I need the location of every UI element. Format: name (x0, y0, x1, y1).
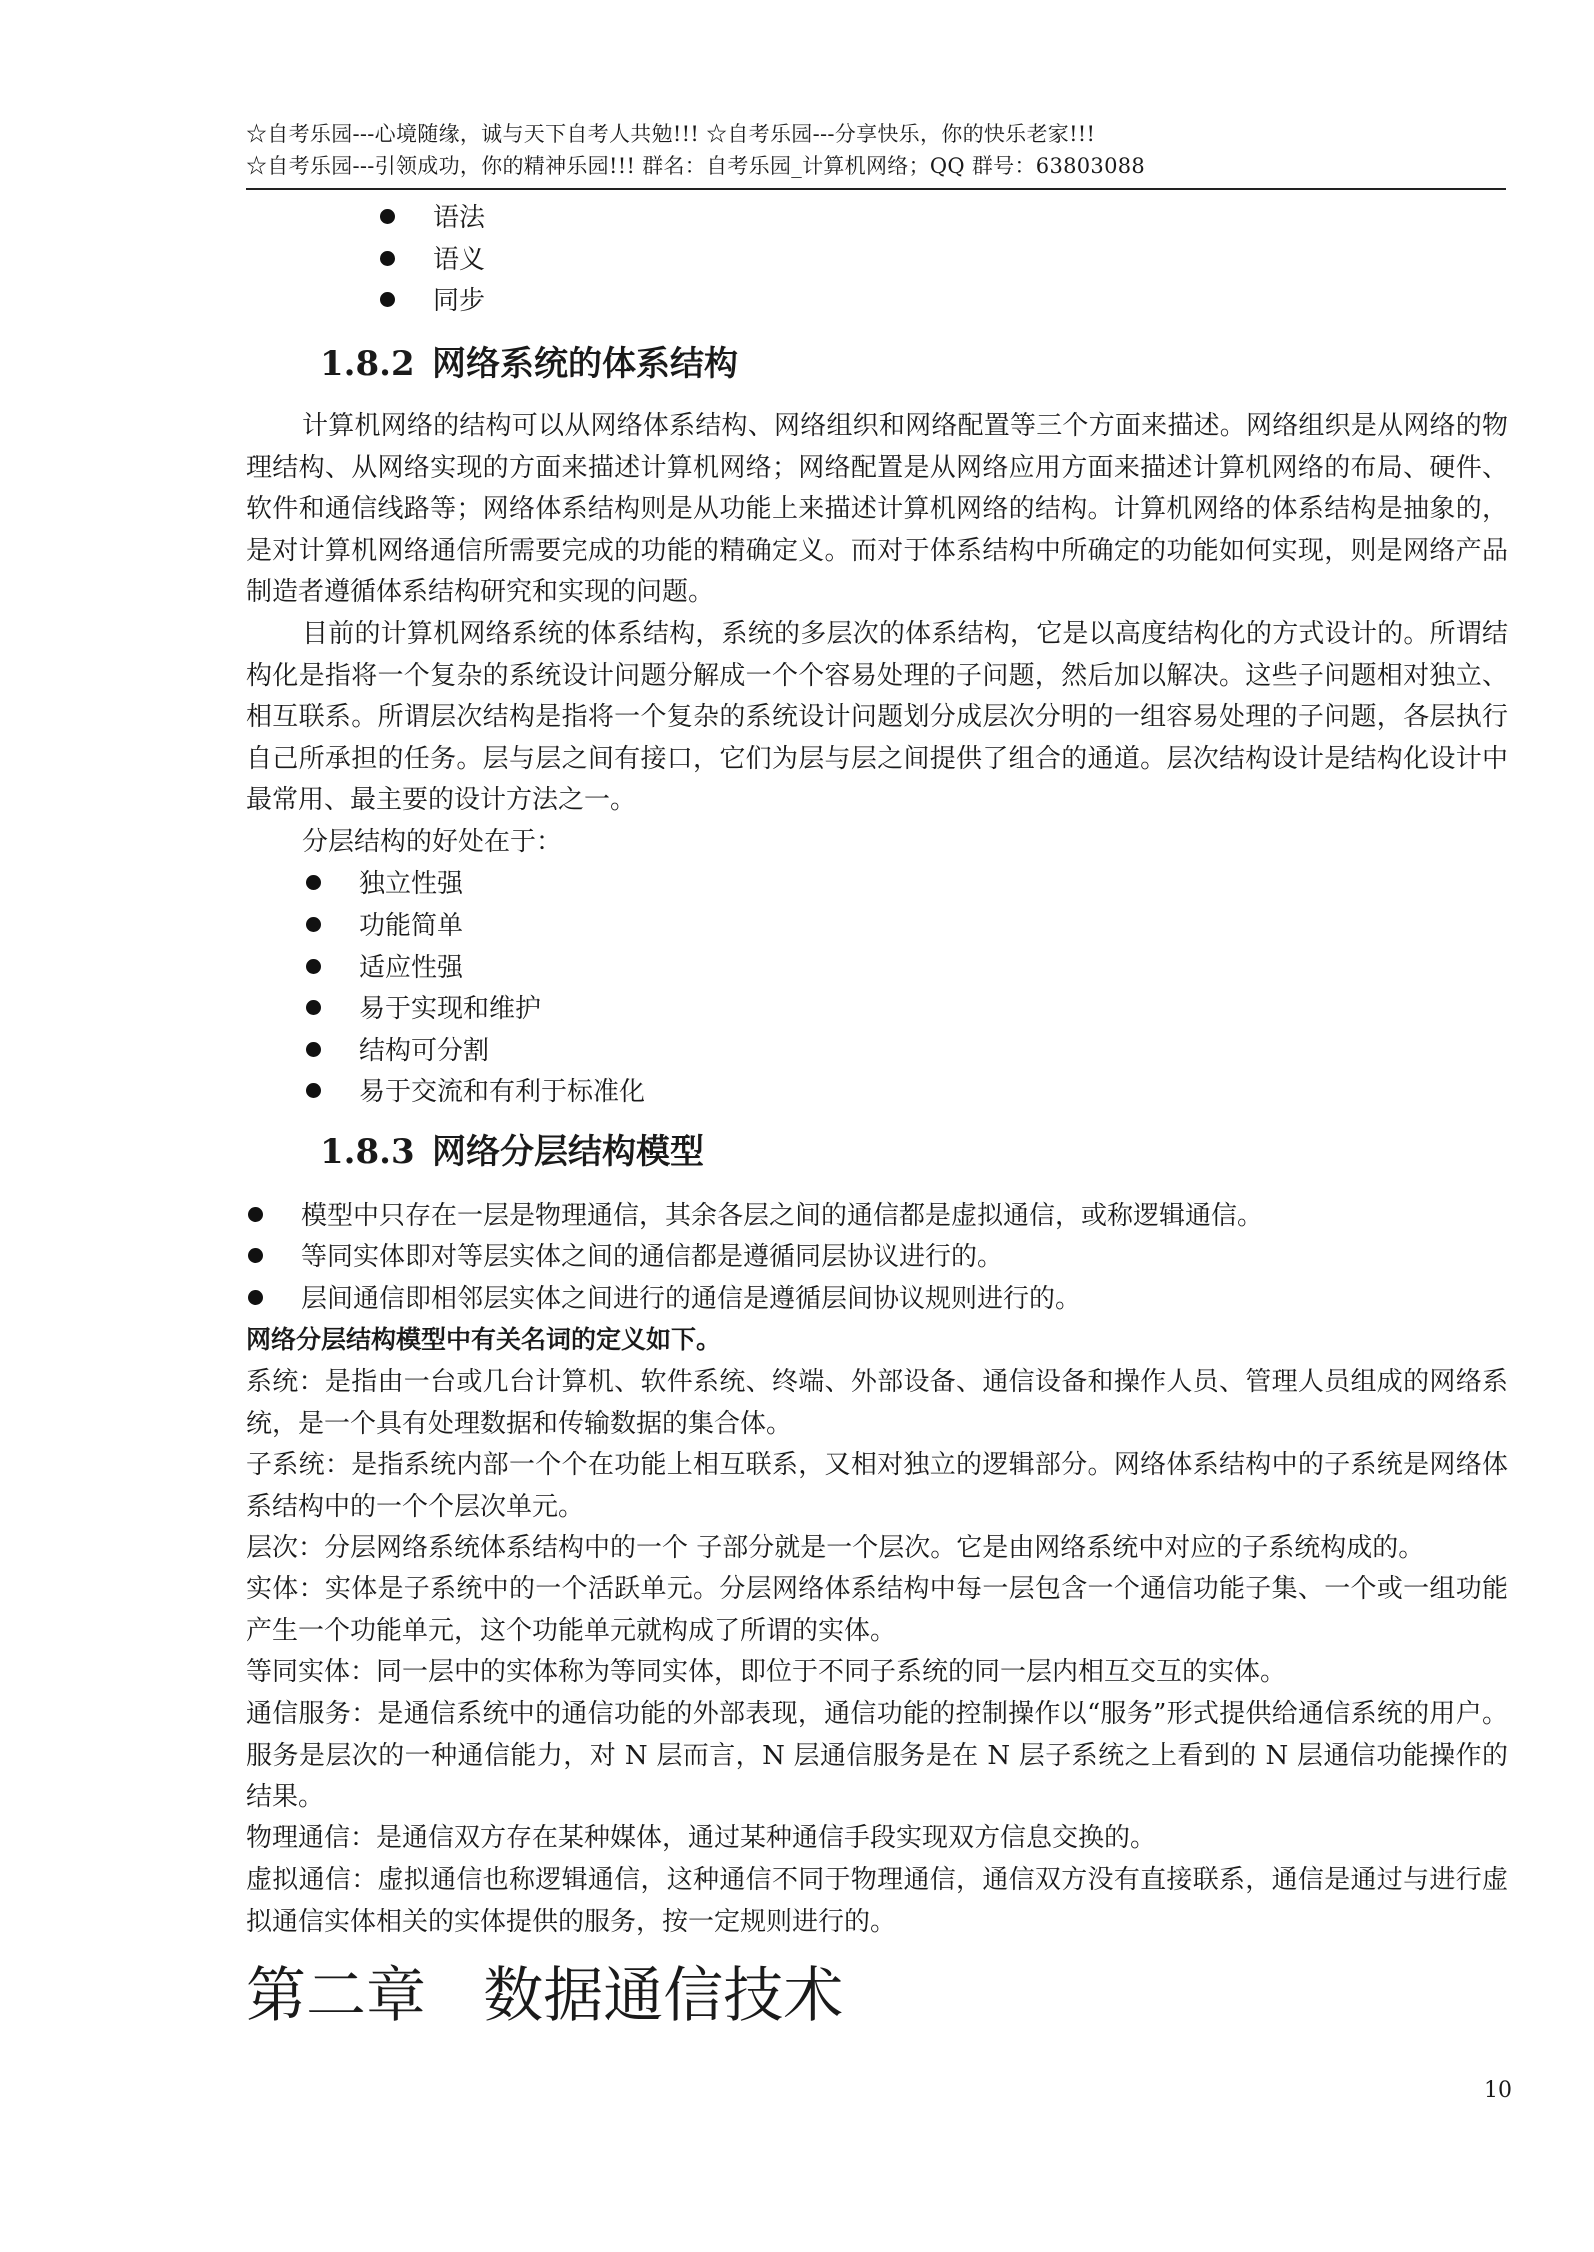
bullet-item: 功能简单 (306, 906, 463, 946)
definition-peer-entity: 等同实体：同一层中的实体称为等同实体，即位于不同子系统的同一层内相互交互的实体。 (246, 1657, 1287, 1687)
paragraph: 目前的计算机网络系统的体系结构，系统的多层次的体系结构，它是以高度结构化的方式设计的。所谓结构化是指将一个复杂的系统设计问题分解成一个个容易处理的子问题，然后加以解决。这些子问题相对独立、相互联系。所谓层次结构是指将一个复杂的系统设计问题划分成层次分明的一组容易处理的子问题，各层执行自己所承担的任务。层与层之间有接口，它们为层与层之间提供了组合的通道。层次结构设计是结构化设计中最常用、最主要的设计方法之一。 (246, 619, 1508, 815)
bullet-item: 同步 (380, 281, 485, 321)
definition-physical-communication: 物理通信：是通信双方存在某种媒体，通过某种通信手段实现双方信息交换的。 (246, 1823, 1157, 1853)
bullet-item: 语法 (380, 198, 485, 238)
header-line-2: ☆自考乐园---引领成功，你的精神乐园!!! 群名：自考乐园_计算机网络；QQ 群号：63803088 (246, 154, 1146, 178)
paragraph: 分层结构的好处在于： (302, 827, 563, 857)
bullet-dot-icon (306, 1042, 321, 1057)
bullet-dot-icon (306, 1000, 321, 1015)
definition-entity: 实体：实体是子系统中的一个活跃单元。分层网络体系结构中每一层包含一个通信功能子集、一个或一组功能产生一个功能单元，这个功能单元就构成了所谓的实体。 (246, 1574, 1508, 1646)
paragraph: 计算机网络的结构可以从网络体系结构、网络组织和网络配置等三个方面来描述。网络组织是从网络的物理结构、从网络实现的方面来描述计算机网络；网络配置是从网络应用方面来描述计算机网络的布局、硬件、软件和通信线路等；网络体系结构则是从功能上来描述计算机网络的结构。计算机网络的体系结构是抽象的，是对计算机网络通信所需要完成的功能的精确定义。而对于体系结构中所确定的功能如何实现，则是网络产品制造者遵循体系结构研究和实现的问题。 (246, 411, 1508, 607)
bullet-dot-icon (306, 875, 321, 890)
bullet-item: 适应性强 (306, 948, 463, 988)
bullet-dot-icon (380, 292, 395, 307)
bullet-dot-icon (248, 1248, 263, 1263)
page-header (246, 118, 1506, 190)
definition-subsystem: 子系统：是指系统内部一个个在功能上相互联系，又相对独立的逻辑部分。网络体系结构中的子系统是网络体系结构中的一个个层次单元。 (246, 1450, 1508, 1522)
bullet-item: 模型中只存在一层是物理通信，其余各层之间的通信都是虚拟通信，或称逻辑通信。 (248, 1196, 1263, 1236)
bullet-dot-icon (380, 209, 395, 224)
header-line-1: ☆自考乐园---心境随缘，诚与天下自考人共勉!!! ☆自考乐园---分享快乐，你的快乐老家!!! (246, 122, 1096, 146)
definition-system: 系统：是指由一台或几台计算机、软件系统、终端、外部设备、通信设备和操作人员、管理人员组成的网络系统，是一个具有处理数据和传输数据的集合体。 (246, 1367, 1508, 1439)
bullet-item: 易于实现和维护 (306, 989, 541, 1029)
bullet-item: 语义 (380, 240, 485, 280)
bullet-dot-icon (248, 1290, 263, 1305)
bullet-item: 结构可分割 (306, 1031, 489, 1071)
section-heading-1-8-2: 1.8.2 网络系统的体系结构 (320, 344, 738, 384)
bullet-item: 层间通信即相邻层实体之间进行的通信是遵循层间协议规则进行的。 (248, 1279, 1081, 1319)
definition-virtual-communication: 虚拟通信：虚拟通信也称逻辑通信，这种通信不同于物理通信，通信双方没有直接联系，通信是通过与进行虚拟通信实体相关的实体提供的服务，按一定规则进行的。 (246, 1865, 1508, 1937)
bullet-dot-icon (380, 251, 395, 266)
bullet-dot-icon (306, 1083, 321, 1098)
definition-communication-service: 通信服务：是通信系统中的通信功能的外部表现，通信功能的控制操作以“服务”形式提供给通信系统的用户。服务是层次的一种通信能力，对 N 层而言，N 层通信服务是在 N 层子系统之上看到的 N 层通信功能操作的结果。 (246, 1699, 1508, 1812)
chapter-title: 第二章 数据通信技术 (246, 1961, 844, 2031)
definitions-heading: 网络分层结构模型中有关名词的定义如下。 (246, 1325, 722, 1354)
section-heading-1-8-3: 1.8.3 网络分层结构模型 (320, 1132, 704, 1172)
bullet-item: 等同实体即对等层实体之间的通信都是遵循同层协议进行的。 (248, 1237, 1003, 1277)
bullet-item: 独立性强 (306, 864, 463, 904)
page-number: 10 (1484, 2078, 1512, 2103)
definition-layer: 层次：分层网络系统体系结构中的一个 子部分就是一个层次。它是由网络系统中对应的子系统构成的。 (246, 1533, 1425, 1563)
bullet-dot-icon (248, 1207, 263, 1222)
bullet-item: 易于交流和有利于标准化 (306, 1072, 645, 1112)
bullet-dot-icon (306, 917, 321, 932)
bullet-dot-icon (306, 959, 321, 974)
